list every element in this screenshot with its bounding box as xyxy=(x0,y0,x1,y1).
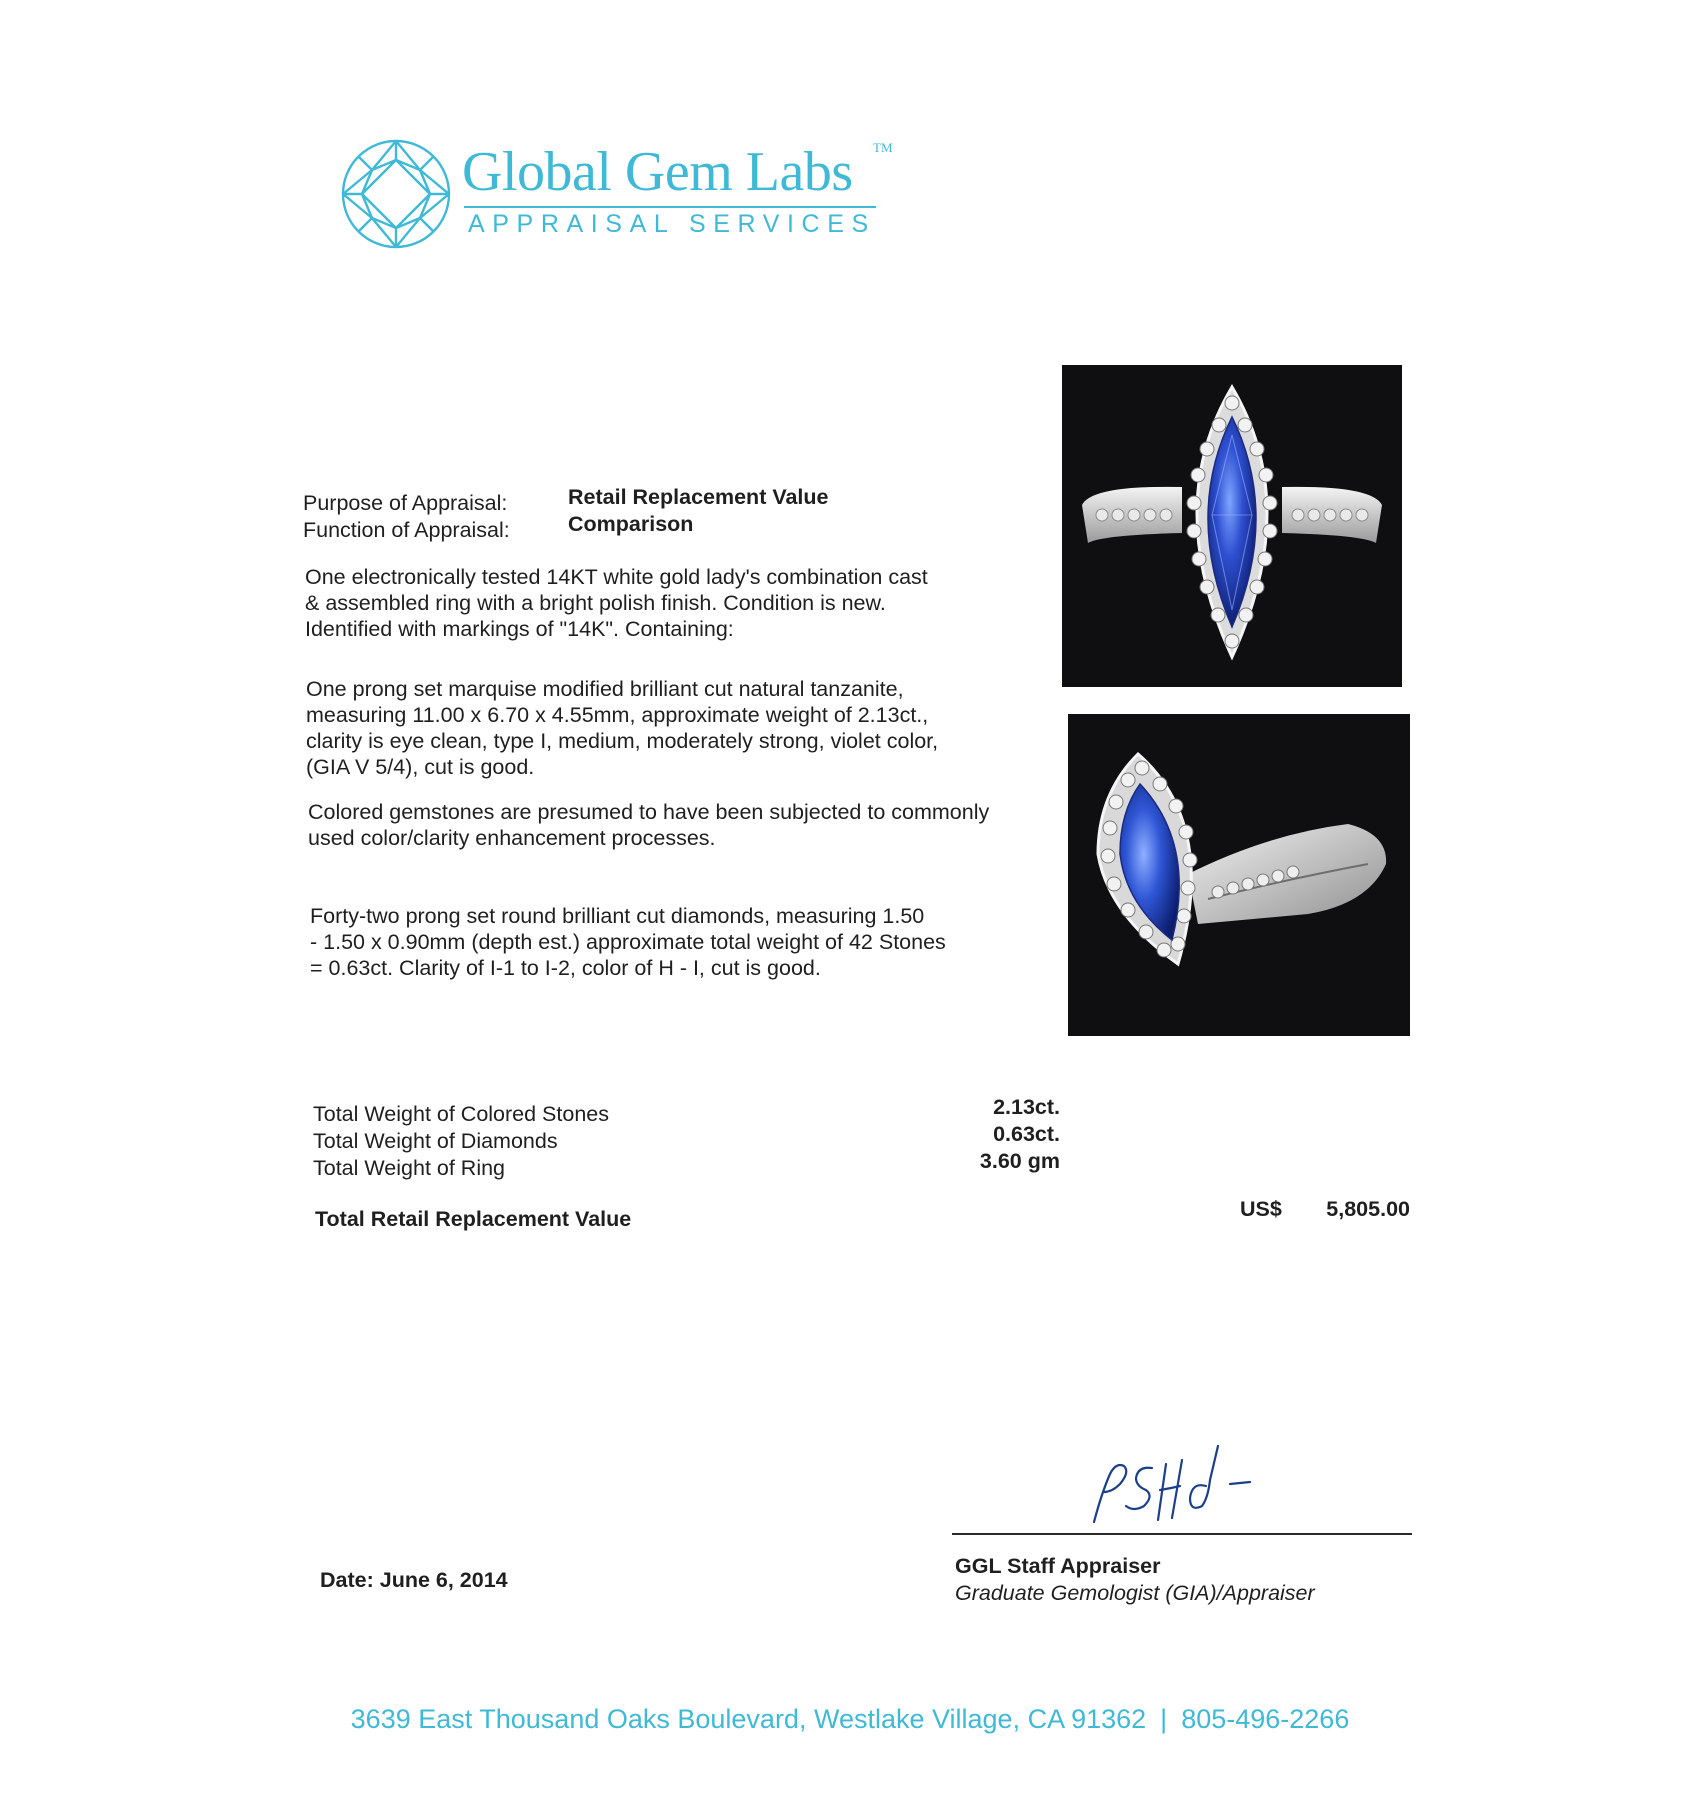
trademark-mark: TM xyxy=(873,140,893,155)
ring-description: One electronically tested 14KT white gold lady's combination cast & assembled ring with a bright polish finish. Condition is new. Identified with markings of "14K". Containing: xyxy=(305,565,928,641)
appraiser-title: Graduate Gemologist (GIA)/Appraiser xyxy=(955,1581,1315,1605)
total-value-label: Total Retail Replacement Value xyxy=(315,1207,632,1231)
round-brilliant-diamond-icon xyxy=(340,138,452,250)
footer-separator: | xyxy=(1160,1704,1168,1734)
diamonds-weight-value: 0.63ct. xyxy=(993,1122,1060,1146)
ring-photo-front xyxy=(1062,365,1402,687)
enhancement-disclosure: Colored gemstones are presumed to have been subjected to commonly used color/clarity enhancement processes. xyxy=(308,800,990,850)
brand-name: Global Gem Labs xyxy=(462,141,853,203)
appraisal-date: Date: June 6, 2014 xyxy=(320,1568,508,1592)
brand-subtitle: APPRAISAL SERVICES xyxy=(468,210,876,238)
ring-weight-value: 3.60 gm xyxy=(979,1149,1060,1173)
footer-contact xyxy=(0,1704,1700,1735)
signature-line xyxy=(952,1533,1412,1535)
colored-stones-weight-value: 2.13ct. xyxy=(993,1095,1060,1119)
brand-divider xyxy=(464,206,876,208)
colored-stones-weight-label: Total Weight of Colored Stones xyxy=(313,1102,609,1126)
appraiser-signature xyxy=(1080,1440,1260,1530)
ring-photo-angled xyxy=(1068,714,1410,1036)
purpose-value: Retail Replacement Value xyxy=(568,485,829,509)
function-label: Function of Appraisal: xyxy=(303,518,510,542)
tanzanite-description: One prong set marquise modified brilliant cut natural tanzanite, measuring 11.00 x 6.70 x 4.55mm, approximate weight of 2.13ct., clarity is eye clean, type I, medium, moderately strong, violet color, (GIA V 5/4), cut is good. xyxy=(306,677,939,779)
ring-angled-illustration xyxy=(1068,714,1410,1036)
total-currency: US$ xyxy=(1240,1197,1282,1221)
ring-front-illustration xyxy=(1062,365,1402,687)
purpose-label: Purpose of Appraisal: xyxy=(303,491,508,515)
appraiser-name: GGL Staff Appraiser xyxy=(955,1554,1161,1578)
function-value: Comparison xyxy=(568,512,694,536)
total-value-amount: 5,805.00 xyxy=(1326,1197,1410,1221)
footer-phone: 805-496-2266 xyxy=(1181,1704,1350,1734)
ring-weight-label: Total Weight of Ring xyxy=(313,1156,506,1180)
footer-address: 3639 East Thousand Oaks Boulevard, Westlake Village, CA 91362 xyxy=(350,1704,1147,1734)
diamonds-weight-label: Total Weight of Diamonds xyxy=(313,1129,558,1153)
diamonds-description: Forty-two prong set round brilliant cut diamonds, measuring 1.50 - 1.50 x 0.90mm (depth est.) approximate total weight of 42 Stones = 0.63ct. Clarity of I-1 to I-2, color of H - I, cut is good. xyxy=(310,904,946,980)
